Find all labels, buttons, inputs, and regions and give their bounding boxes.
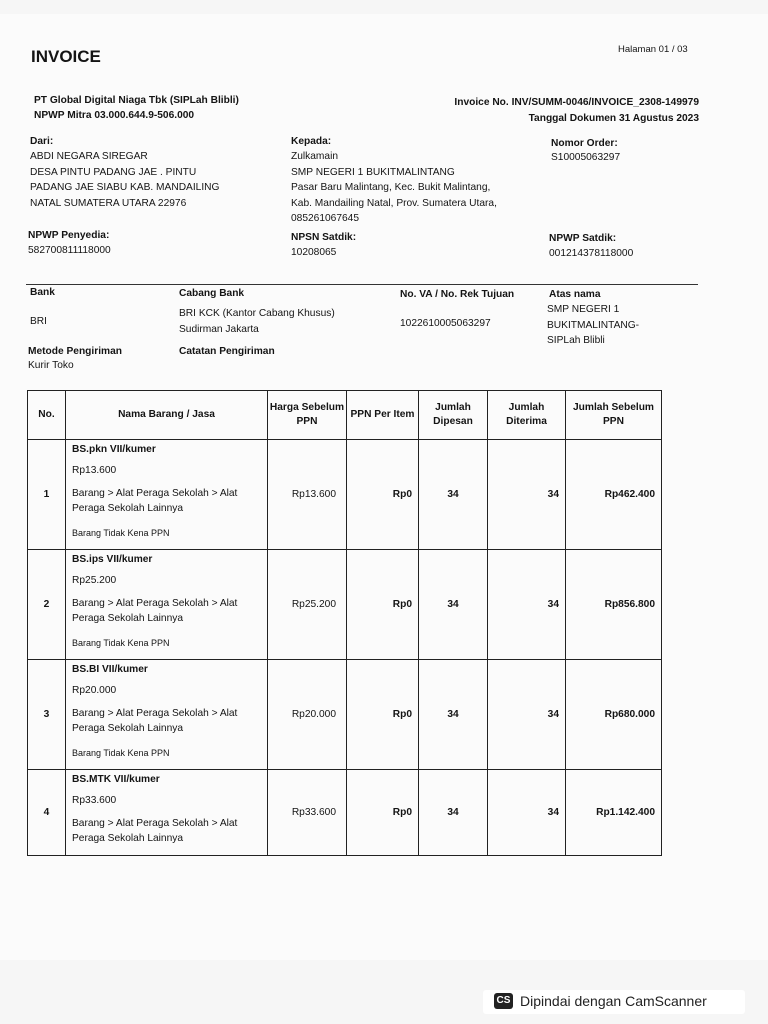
item-description bbox=[66, 550, 268, 660]
account-name-line: SMP NEGERI 1 bbox=[547, 304, 620, 315]
from-line: PADANG JAE SIABU KAB. MANDAILING bbox=[30, 182, 220, 193]
row-number: 3 bbox=[28, 660, 66, 770]
column-header: PPN Per Item bbox=[347, 391, 419, 440]
item-harga: Rp33.600 bbox=[268, 770, 347, 856]
item-description bbox=[66, 440, 268, 550]
row-number: 1 bbox=[28, 440, 66, 550]
item-dipesan: 34 bbox=[419, 770, 488, 856]
bank-value: BRI bbox=[30, 316, 47, 327]
account-name-value bbox=[547, 302, 639, 349]
account-name-label: Atas nama bbox=[549, 289, 601, 300]
item-dipesan: 34 bbox=[419, 660, 488, 770]
branch-value bbox=[179, 306, 335, 337]
item-name: BS.MTK VII/kumer bbox=[72, 774, 160, 785]
item-harga: Rp13.600 bbox=[268, 440, 347, 550]
column-header: Harga Sebelum PPN bbox=[268, 391, 347, 440]
to-line: SMP NEGERI 1 BUKITMALINTANG bbox=[291, 166, 455, 178]
item-diterima: 34 bbox=[488, 550, 566, 660]
item-price-line: Rp20.000 bbox=[72, 685, 117, 696]
item-diterima: 34 bbox=[488, 440, 566, 550]
page-number: Halaman 01 / 03 bbox=[618, 44, 688, 55]
bank-label: Bank bbox=[30, 287, 55, 298]
items-table bbox=[27, 390, 662, 856]
branch-label: Cabang Bank bbox=[179, 288, 245, 299]
item-name: BS.ips VII/kumer bbox=[72, 554, 153, 565]
item-tax-note: Barang Tidak Kena PPN bbox=[72, 528, 170, 538]
npwp-penyedia-value: 582700811118000 bbox=[28, 245, 111, 256]
row-number: 2 bbox=[28, 550, 66, 660]
table-row bbox=[28, 770, 662, 856]
invoice-number: Invoice No. INV/SUMM-0046/INVOICE_2308-149979 bbox=[454, 97, 699, 108]
column-header: Jumlah Dipesan bbox=[419, 391, 488, 440]
to-label: Kepada: bbox=[291, 136, 332, 147]
shipping-method-label: Metode Pengiriman bbox=[28, 346, 122, 357]
from-line: DESA PINTU PADANG JAE . PINTU bbox=[30, 166, 197, 178]
to-line: 085261067645 bbox=[291, 213, 359, 224]
to-line: Pasar Baru Malintang, Kec. Bukit Malintang, bbox=[291, 182, 491, 193]
camscanner-text: Dipindai dengan CamScanner bbox=[520, 993, 707, 1009]
shipping-method-value: Kurir Toko bbox=[28, 360, 74, 371]
to-line: Zulkamain bbox=[291, 151, 338, 162]
item-tax-note: Barang Tidak Kena PPN bbox=[72, 748, 170, 758]
divider bbox=[26, 284, 698, 285]
item-category: Barang > Alat Peraga Sekolah > Alat Peraga Sekolah Lainnya bbox=[72, 488, 238, 514]
account-name-line: SIPLah Blibli bbox=[547, 335, 605, 346]
item-harga: Rp20.000 bbox=[268, 660, 347, 770]
column-header: Jumlah Sebelum PPN bbox=[566, 391, 662, 440]
item-category: Barang > Alat Peraga Sekolah > Alat Peraga Sekolah Lainnya bbox=[72, 598, 238, 624]
va-value: 1022610005063297 bbox=[400, 318, 491, 329]
shipping-note-label: Catatan Pengiriman bbox=[179, 346, 275, 357]
item-description bbox=[66, 770, 268, 856]
from-address bbox=[30, 149, 219, 211]
to-address bbox=[291, 149, 497, 227]
item-diterima: 34 bbox=[488, 770, 566, 856]
to-line: Kab. Mandailing Natal, Prov. Sumatera Utara, bbox=[291, 197, 497, 209]
item-jumlah: Rp856.800 bbox=[566, 550, 662, 660]
item-name: BS.BI VII/kumer bbox=[72, 664, 148, 675]
item-dipesan: 34 bbox=[419, 550, 488, 660]
item-price-line: Rp13.600 bbox=[72, 465, 117, 476]
item-description bbox=[66, 660, 268, 770]
from-line: NATAL SUMATERA UTARA 22976 bbox=[30, 197, 187, 209]
npwp-satdik-value: 001214378118000 bbox=[549, 248, 634, 259]
npsn-label: NPSN Satdik: bbox=[291, 232, 357, 243]
item-jumlah: Rp462.400 bbox=[566, 440, 662, 550]
item-ppn: Rp0 bbox=[347, 440, 419, 550]
item-ppn: Rp0 bbox=[347, 660, 419, 770]
from-label: Dari: bbox=[30, 136, 54, 147]
item-category: Barang > Alat Peraga Sekolah > Alat Peraga Sekolah Lainnya bbox=[72, 708, 238, 734]
branch-line: BRI KCK (Kantor Cabang Khusus) bbox=[179, 308, 335, 319]
table-header-row bbox=[28, 391, 662, 440]
item-tax-note: Barang Tidak Kena PPN bbox=[72, 638, 170, 648]
camscanner-logo-icon: CS bbox=[494, 993, 513, 1009]
item-category: Barang > Alat Peraga Sekolah > Alat Peraga Sekolah Lainnya bbox=[72, 818, 238, 844]
item-ppn: Rp0 bbox=[347, 550, 419, 660]
item-ppn: Rp0 bbox=[347, 770, 419, 856]
column-header: Nama Barang / Jasa bbox=[66, 391, 268, 440]
npwp-penyedia-label: NPWP Penyedia: bbox=[28, 230, 110, 241]
table-row bbox=[28, 440, 662, 550]
column-header: Jumlah Diterima bbox=[488, 391, 566, 440]
item-diterima: 34 bbox=[488, 660, 566, 770]
company-name: PT Global Digital Niaga Tbk (SIPLah Blibli) bbox=[34, 95, 239, 106]
row-number: 4 bbox=[28, 770, 66, 856]
item-jumlah: Rp680.000 bbox=[566, 660, 662, 770]
item-price-line: Rp33.600 bbox=[72, 795, 117, 806]
npwp-mitra: NPWP Mitra 03.000.644.9-506.000 bbox=[34, 110, 195, 121]
item-harga: Rp25.200 bbox=[268, 550, 347, 660]
npsn-value: 10208065 bbox=[291, 247, 337, 258]
item-jumlah: Rp1.142.400 bbox=[566, 770, 662, 856]
from-line: ABDI NEGARA SIREGAR bbox=[30, 151, 148, 162]
item-name: BS.pkn VII/kumer bbox=[72, 444, 156, 455]
item-price-line: Rp25.200 bbox=[72, 575, 117, 586]
account-name-line: BUKITMALINTANG- bbox=[547, 319, 640, 331]
document-date: Tanggal Dokumen 31 Agustus 2023 bbox=[528, 113, 699, 124]
va-label: No. VA / No. Rek Tujuan bbox=[400, 289, 515, 300]
order-label: Nomor Order: bbox=[551, 138, 618, 149]
npwp-satdik-label: NPWP Satdik: bbox=[549, 233, 617, 244]
order-number: S10005063297 bbox=[551, 152, 621, 163]
branch-line: Sudirman Jakarta bbox=[179, 323, 259, 335]
table-row bbox=[28, 550, 662, 660]
invoice-title: INVOICE bbox=[31, 47, 101, 66]
table-row bbox=[28, 660, 662, 770]
item-dipesan: 34 bbox=[419, 440, 488, 550]
column-header: No. bbox=[28, 391, 66, 440]
